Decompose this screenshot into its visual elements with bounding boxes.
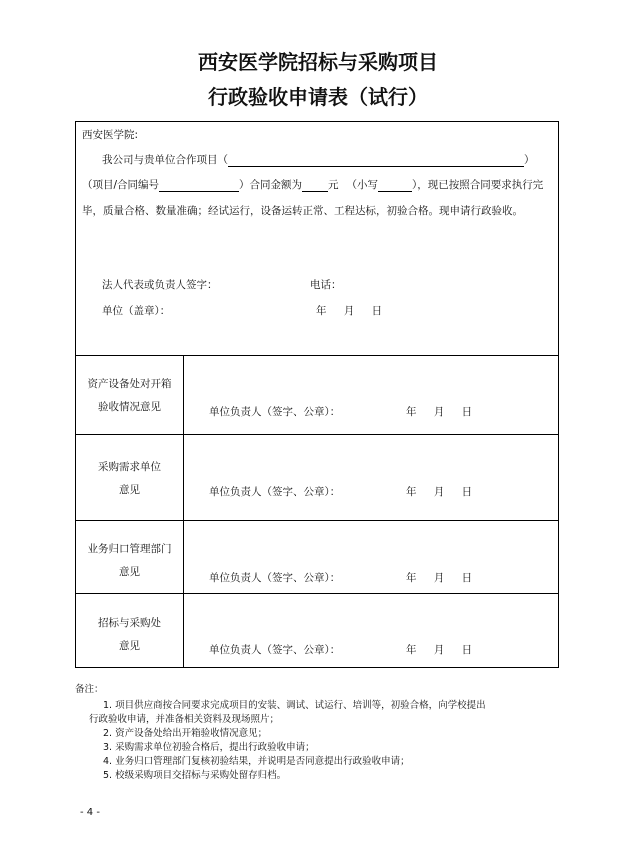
notes-section [75,683,559,783]
unit-seal-label: 单位（盖章）： [102,305,171,317]
row-divider [76,434,558,435]
legal-rep-label: 法人代表或负责人签字： [102,279,218,291]
row-label-line: 意见 [119,640,140,652]
row-label-purchasing-unit [76,456,183,502]
notes-heading: 备注： [75,684,104,695]
note-item: 5. 校级采购项目交招标与采购处留存归档。 [103,770,287,781]
row-signature-label: 单位负责人（签字、公章）： [209,644,341,656]
capital-amount-field[interactable] [378,179,412,192]
row-label-procurement-office [76,612,183,658]
intro-line-1 [102,153,535,167]
salutation: 西安医学院: [82,129,139,141]
intro-prefix: 我公司与贵单位合作项目（ [102,154,228,166]
row-label-line: 资产设备处对开箱 [87,378,172,390]
intro-line-3: 毕，质量合格、数量准确；经试运行，设备运转正常、工程达标，初验合格。现申请行政验收。 [82,205,523,217]
capital-close: ） [412,179,418,191]
acceptance-form-table [75,121,559,668]
intro-line-2 [82,178,543,192]
intro-suffix: ） [524,154,535,166]
project-no-field[interactable] [159,179,239,192]
row-label-business-dept [76,538,183,584]
note-item: 1. 项目供应商按合同要求完成项目的安装、调试、试运行、培训等，初验合格，向学校提出 [103,700,486,711]
form-title-line1: 西安医学院招标与采购项目 [198,50,438,74]
row-signature-label: 单位负责人（签字、公章）： [209,486,341,498]
row-date: 年 月 日 [406,572,473,584]
form-title-line2: 行政验收申请表（试行） [208,85,428,109]
page-number: - 4 - [80,807,100,818]
row-divider [76,520,558,521]
row-label-line: 意见 [119,566,140,578]
row-label-line: 验收情况意见 [98,401,161,413]
column-divider [183,355,184,667]
row-signature-label: 单位负责人（签字、公章）： [209,572,341,584]
project-no-label: （项目/合同编号 [82,179,160,191]
row-date: 年 月 日 [406,644,473,656]
note-item: 4. 业务归口管理部门复核初验结果，并说明是否同意提出行政验收申请； [103,756,410,767]
note-item: 2. 资产设备处给出开箱验收情况意见； [103,728,268,739]
row-date: 年 月 日 [406,406,473,418]
project-no-close: ） [239,179,250,191]
note-item: 3. 采购需求单位初验合格后，提出行政验收申请； [103,742,315,753]
capital-label: （小写 [346,179,379,191]
applicant-date: 年 月 日 [316,305,383,317]
project-name-field[interactable] [228,154,524,167]
note-item-continued: 行政验收申请，并准备相关资料及现场照片； [89,714,280,725]
row-signature-label: 单位负责人（签字、公章）： [209,406,341,418]
line2-tail: ，现已按照合同要求执行完 [417,179,544,191]
row-label-line: 业务归口管理部门 [87,543,172,555]
row-divider [76,593,558,594]
row-label-line: 招标与采购处 [98,617,161,629]
row-divider [76,355,558,356]
contract-amount-label: 合同金额为 [249,179,303,191]
phone-label: 电话： [310,279,342,291]
row-date: 年 月 日 [406,486,473,498]
contract-amount-field[interactable] [302,179,328,192]
row-label-line: 意见 [119,484,140,496]
row-label-line: 采购需求单位 [98,461,161,473]
yuan-label: 元 [328,179,339,191]
row-label-asset-dept [76,373,183,419]
